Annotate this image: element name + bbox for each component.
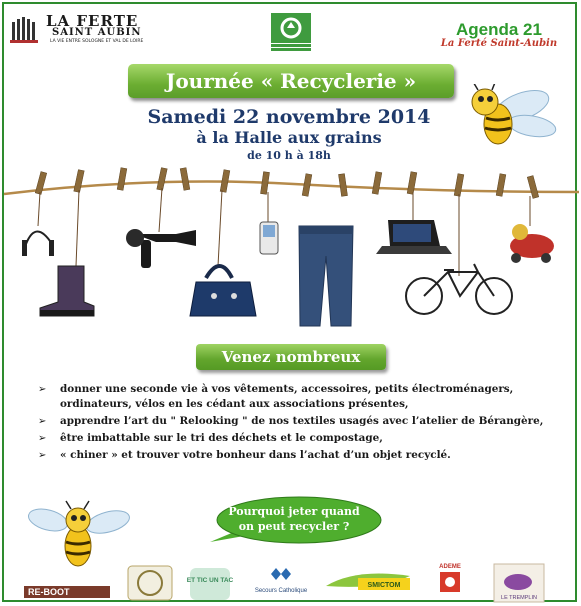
hanging-strings [38,188,530,276]
mobile-phone-icon [260,222,278,254]
ressourcerie-logo [270,12,312,52]
arrow-bullet-icon: ➢ [38,450,47,461]
arrow-bullet-icon: ➢ [38,416,47,427]
speech-bubble-line1: Pourquoi jeter quand [228,505,360,518]
hair-dryer-icon [126,229,196,268]
ettic-logo [128,566,172,600]
call-to-action-banner: Venez nombreux [196,344,386,370]
smictom-logo-text: SMICTOM [367,582,401,589]
arrow-bullet-icon: ➢ [38,433,47,444]
list-item [38,414,558,429]
list-item [38,431,558,446]
list-item [38,382,558,412]
clothesline-illustration [4,84,579,334]
reboot-logo-text: RE-BOOT [28,587,70,597]
laptop-icon [376,220,452,254]
partner-logos [14,560,574,604]
handbag-icon [190,266,256,316]
list-item-text: donner une seconde vie à vos vêtements, accessoires, petits électroménagers, ordinateurs, vélos en les cédant aux associations présentes, [60,383,514,410]
smictom-logo [326,574,410,590]
reboot-logo [24,586,110,598]
le-tremplin-logo [494,564,544,602]
town-tagline: LA VIE ENTRE SOLOGNE ET VAL DE LOIRE [50,39,144,44]
agenda21-logo [434,20,564,49]
list-item-text: être imbattable sur le tri des déchets et le compostage, [60,432,383,444]
secours-catholique-logo-text: Secours Catholique [254,588,308,594]
list-item-text: apprendre l’art du " Relooking " de nos textiles usagés avec l’atelier de Bérangère, [60,415,544,427]
jeans-icon [299,226,353,326]
activities-list [38,382,558,465]
town-name-line1: LA FERTE [46,12,139,30]
town-logo [10,12,160,48]
event-place: à la Halle aux grains [196,128,382,147]
town-name-line2: SAINT AUBIN [52,27,142,38]
bicycle-icon [406,264,512,314]
event-hours: de 10 h à 18h [247,149,331,162]
jump-rope-icon [22,232,54,257]
ettictac-logo [187,568,234,600]
list-item-text: « chiner » et trouver votre bonheur dans l’achat d’un objet recyclé. [60,449,451,461]
boot-icon [40,266,94,316]
bee-icon [472,84,557,144]
list-item [38,448,558,463]
poster-frame [2,2,577,602]
agenda21-subtitle: La Ferté Saint-Aubin [440,38,558,49]
event-date: Samedi 22 novembre 2014 [147,106,431,128]
agenda21-title: Agenda 21 [456,20,542,39]
secours-catholique-logo [255,568,308,594]
ademe-logo-text: ADEME [439,564,461,570]
town-logo-icon [10,16,44,44]
ademe-logo [439,564,461,592]
event-title-banner: Journée « Recyclerie » [128,64,454,98]
le-tremplin-logo-text: LE TREMPLIN [501,595,537,601]
toy-icon [510,224,554,263]
ettictac-logo-text: ET TIC UN TAC [186,577,234,584]
clothesline-rope [4,182,579,194]
speech-bubble-line2: on peut recycler ? [238,520,350,533]
speech-bubble-text [214,504,374,534]
arrow-bullet-icon: ➢ [38,384,47,395]
